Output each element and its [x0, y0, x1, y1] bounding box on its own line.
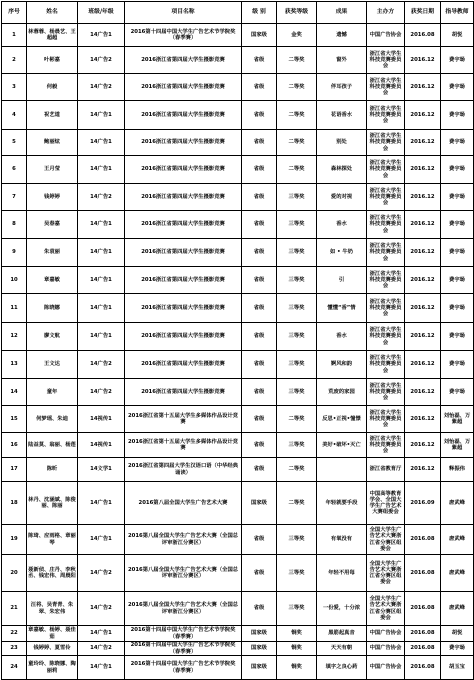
cell-level: 省级	[242, 525, 277, 555]
cell-project: 2016浙江省第十五届大学生多媒体作品设计竞赛	[125, 406, 242, 433]
cell-name: 何毅	[27, 74, 78, 101]
cell-level: 国家级	[242, 626, 277, 642]
cell-organizer: 浙江省大学生科技竞赛委员会	[367, 433, 405, 458]
cell-date: 2016.08	[405, 656, 441, 680]
cell-teacher: 费宇旸	[441, 239, 474, 267]
cell-organizer: 浙江省大学生科技竞赛委员会	[367, 351, 405, 379]
table-row	[2, 294, 474, 323]
table-row	[2, 433, 474, 458]
cell-index: 22	[2, 626, 27, 642]
cell-level: 省级	[242, 458, 277, 482]
cell-name: 陆益莫、翁丽、杨莲	[27, 433, 78, 458]
cell-level: 省级	[242, 267, 277, 294]
cell-organizer: 浙江省大学生科技竞赛委员会	[367, 130, 405, 156]
cell-class: 14广告2	[78, 379, 125, 406]
cell-index: 12	[2, 323, 27, 351]
cell-name: 陈昕	[27, 458, 78, 482]
cell-date: 2016.12	[405, 458, 441, 482]
cell-work: 香水	[317, 323, 367, 351]
header-index: 序号	[2, 2, 27, 24]
cell-project: 2016浙江省第四届大学生摄影竞赛	[125, 101, 242, 130]
cell-award: 三等奖	[277, 184, 317, 211]
table-row	[2, 130, 474, 156]
table-row	[2, 406, 474, 433]
table-row	[2, 525, 474, 555]
cell-work: 遗憾	[317, 24, 367, 47]
cell-teacher: 费宇旸	[441, 267, 474, 294]
cell-class: 14视传1	[78, 433, 125, 458]
cell-award: 二等奖	[277, 101, 317, 130]
cell-work: 如 • 牛奶	[317, 239, 367, 267]
cell-award: 三等奖	[277, 555, 317, 592]
table-row	[2, 74, 474, 101]
cell-index: 8	[2, 211, 27, 239]
table-row	[2, 267, 474, 294]
cell-name: 廖文航	[27, 323, 78, 351]
cell-name: 王月莹	[27, 156, 78, 184]
table-row	[2, 642, 474, 656]
table-row	[2, 323, 474, 351]
cell-level: 省级	[242, 130, 277, 156]
cell-name: 童年	[27, 379, 78, 406]
cell-date: 2016.12	[405, 323, 441, 351]
cell-index: 16	[2, 433, 27, 458]
cell-teacher: 费宇旸	[441, 74, 474, 101]
cell-award: 二等奖	[277, 156, 317, 184]
cell-teacher: 费宇旸	[441, 156, 474, 184]
cell-teacher: 费宇旸	[441, 642, 474, 656]
table-row	[2, 211, 474, 239]
cell-name: 童玲玲、陈晓娜、陶丽莉	[27, 656, 78, 680]
cell-name: 汪将、吴青青、朱翠、朱宏伟	[27, 592, 78, 626]
cell-work: 伴耳孩子	[317, 74, 367, 101]
cell-work: 懂懂“香”情	[317, 294, 367, 323]
cell-level: 国家级	[242, 24, 277, 47]
cell-index: 13	[2, 351, 27, 379]
cell-organizer: 浙江省大学生科技竞赛委员会	[367, 101, 405, 130]
cell-index: 21	[2, 592, 27, 626]
table-row	[2, 239, 474, 267]
table-row	[2, 626, 474, 642]
cell-project: 2016第十四届中国大学生广告艺术节学院奖（春季赛）	[125, 24, 242, 47]
cell-work: 森林探处	[317, 156, 367, 184]
cell-name: 陈琦、应雨格、章丽琴	[27, 525, 78, 555]
cell-class: 14广告1	[78, 239, 125, 267]
cell-index: 6	[2, 156, 27, 184]
cell-index: 5	[2, 130, 27, 156]
cell-project: 2016第十四届中国大学生广告艺术节学院奖（春季赛）	[125, 656, 242, 680]
cell-work: 年轻不用每	[317, 555, 367, 592]
cell-name: 陈晓娜	[27, 294, 78, 323]
cell-project: 2016浙江省第四届大学生摄影竞赛	[125, 323, 242, 351]
cell-class: 14广告2	[78, 47, 125, 74]
cell-date: 2016.12	[405, 239, 441, 267]
cell-date: 2016.12	[405, 47, 441, 74]
cell-organizer: 中国广告协会	[367, 642, 405, 656]
cell-index: 23	[2, 642, 27, 656]
award-table-container	[1, 1, 473, 680]
cell-award: 三等奖	[277, 433, 317, 458]
cell-class: 14广告1	[78, 130, 125, 156]
cell-index: 3	[2, 74, 27, 101]
cell-date: 2016.12	[405, 351, 441, 379]
cell-organizer: 浙江省大学生科技竞赛委员会	[367, 267, 405, 294]
table-row	[2, 656, 474, 680]
cell-award: 二等奖	[277, 482, 317, 525]
cell-name: 何梦瑶、朱迪	[27, 406, 78, 433]
cell-teacher: 胡悦	[441, 626, 474, 642]
cell-organizer: 浙江省大学生科技竞赛委员会	[367, 323, 405, 351]
cell-teacher: 刘怡磊、万紫超	[441, 406, 474, 433]
table-row	[2, 351, 474, 379]
cell-project: 2016浙江省第四届大学生汉语口语（中华经典诵读）	[125, 458, 242, 482]
cell-project: 2016浙江省第四届大学生摄影竞赛	[125, 211, 242, 239]
cell-class: 14广告1	[78, 24, 125, 47]
cell-project: 2016浙江省第四届大学生摄影竞赛	[125, 130, 242, 156]
cell-class: 14广告1	[78, 482, 125, 525]
cell-name: 朱袁丽	[27, 239, 78, 267]
cell-project: 2016第八届全国大学生广告艺术大赛	[125, 482, 242, 525]
cell-project: 2016浙江省第四届大学生摄影竞赛	[125, 184, 242, 211]
cell-project: 2016第十四届中国大学生广告艺术节学院奖（春季赛）	[125, 642, 242, 656]
cell-name: 章嘉敏、杨婷、聂佳茹	[28, 627, 76, 640]
cell-name: 祝艺道	[27, 101, 78, 130]
cell-organizer: 浙江省大学生科技竞赛委员会	[367, 406, 405, 433]
cell-class: 14广告2	[78, 642, 125, 656]
cell-level: 省级	[242, 323, 277, 351]
cell-teacher: 费宇旸	[441, 211, 474, 239]
cell-level: 省级	[242, 74, 277, 101]
cell-level: 省级	[242, 294, 277, 323]
cell-project: 2016浙江省第四届大学生摄影竞赛	[125, 239, 242, 267]
award-table	[1, 1, 474, 680]
cell-work	[317, 458, 367, 482]
cell-date: 2016.08	[405, 642, 441, 656]
cell-date: 2016.12	[405, 379, 441, 406]
cell-name: 章嘉敏	[27, 267, 78, 294]
cell-teacher: 费宇旸	[441, 47, 474, 74]
cell-organizer: 浙江省大学生科技竞赛委员会	[367, 47, 405, 74]
cell-date: 2016.08	[405, 626, 441, 642]
cell-award: 铜奖	[277, 626, 317, 642]
cell-level: 省级	[242, 101, 277, 130]
cell-index: 1	[2, 24, 27, 47]
cell-date: 2016.08	[405, 592, 441, 626]
header-project: 项目名称	[125, 2, 242, 24]
cell-index: 9	[2, 239, 27, 267]
cell-work: 花语香水	[317, 101, 367, 130]
cell-class: 14广告2	[78, 74, 125, 101]
cell-organizer: 浙江省大学生科技竞赛委员会	[367, 379, 405, 406]
cell-work: 黑筋起真音	[317, 626, 367, 642]
cell-date: 2016.12	[405, 130, 441, 156]
cell-name: 钱婷婷、夏雪伶	[27, 642, 78, 656]
table-row	[2, 184, 474, 211]
cell-date: 2016.12	[405, 406, 441, 433]
cell-teacher: 唐武峰	[441, 555, 474, 592]
cell-level: 省级	[242, 592, 277, 626]
cell-class: 14广告1	[78, 211, 125, 239]
cell-level: 国家级	[242, 642, 277, 656]
cell-award: 三等奖	[277, 239, 317, 267]
cell-work: 一份爱，十分浓	[317, 592, 367, 626]
cell-level: 国家级	[242, 656, 277, 680]
cell-award: 三等奖	[277, 592, 317, 626]
cell-project: 2016浙江省第四届大学生摄影竞赛	[125, 74, 242, 101]
header-work: 成果	[317, 2, 367, 24]
cell-date: 2016.08	[405, 555, 441, 592]
cell-index: 14	[2, 379, 27, 406]
cell-teacher: 胡悦	[441, 24, 474, 47]
cell-award: 三等奖	[277, 525, 317, 555]
cell-award: 三等奖	[277, 294, 317, 323]
cell-name: 林蓉蓉、杨晨艺、王超超	[27, 24, 78, 47]
header-award: 获奖等级	[277, 2, 317, 24]
cell-date: 2016.12	[405, 294, 441, 323]
cell-index: 11	[2, 294, 27, 323]
cell-work: 荒废的家园	[317, 379, 367, 406]
cell-index: 7	[2, 184, 27, 211]
cell-teacher: 费宇旸	[441, 323, 474, 351]
cell-project: 2016浙江省第四届大学生摄影竞赛	[125, 379, 242, 406]
cell-work: 年轻就要手段	[317, 482, 367, 525]
cell-work: 婀风和韵	[317, 351, 367, 379]
cell-award: 三等奖	[277, 211, 317, 239]
cell-index: 10	[2, 267, 27, 294]
cell-organizer: 浙江省大学生科技竞赛委员会	[367, 239, 405, 267]
cell-award: 铜奖	[277, 656, 317, 680]
cell-index: 2	[2, 47, 27, 74]
cell-award: 三等奖	[277, 267, 317, 294]
cell-teacher: 唐武峰	[441, 592, 474, 626]
table-row	[2, 156, 474, 184]
cell-work: 有氧没有	[317, 525, 367, 555]
cell-class: 14广告1	[78, 626, 125, 642]
cell-name: 吴春嘉	[27, 211, 78, 239]
header-class: 班级/年级	[78, 2, 125, 24]
cell-name: 鲍丽炫	[27, 130, 78, 156]
cell-award: 二等奖	[277, 47, 317, 74]
cell-teacher: 费宇旸	[441, 294, 474, 323]
cell-project: 2016浙江省第十五届大学生多媒体作品设计竞赛	[125, 433, 242, 458]
cell-date: 2016.08	[405, 24, 441, 47]
cell-organizer: 中国广告协会	[367, 24, 405, 47]
cell-work: 天天有朝	[317, 642, 367, 656]
cell-organizer: 浙江省教育厅	[367, 458, 405, 482]
cell-organizer: 浙江省大学生科技竞赛委员会	[367, 74, 405, 101]
table-row	[2, 592, 474, 626]
cell-level: 省级	[242, 555, 277, 592]
cell-project: 2016浙江省第四届大学生摄影竞赛	[125, 156, 242, 184]
cell-name: 叶彬嘉	[27, 47, 78, 74]
cell-project: 2016浙江省第四届大学生摄影竞赛	[125, 267, 242, 294]
cell-project: 2016第八届全国大学生广告艺术大赛（全国总评审浙江分赛区）	[125, 592, 242, 626]
cell-level: 省级	[242, 211, 277, 239]
cell-level: 省级	[242, 239, 277, 267]
cell-project: 2016第八届全国大学生广告艺术大赛（全国总评审浙江分赛区）	[125, 525, 242, 555]
cell-level: 省级	[242, 47, 277, 74]
header-level: 级 别	[242, 2, 277, 24]
cell-work: 美好•破坏•灭亡	[317, 433, 367, 458]
cell-level: 省级	[242, 351, 277, 379]
table-body	[2, 24, 474, 680]
cell-organizer: 浙江省大学生科技竞赛委员会	[367, 211, 405, 239]
table-row	[2, 482, 474, 525]
cell-organizer: 全国大学生广告艺术大赛浙江省分赛区组委会	[367, 555, 405, 592]
cell-class: 14广告1	[78, 101, 125, 130]
table-row	[2, 555, 474, 592]
cell-organizer: 浙江省大学生科技竞赛委员会	[367, 294, 405, 323]
cell-organizer: 全国大学生广告艺术大赛浙江省分赛区组委会	[367, 592, 405, 626]
cell-class: 14文学1	[78, 458, 125, 482]
cell-date: 2016.12	[405, 211, 441, 239]
cell-award: 二等奖	[277, 74, 317, 101]
cell-class: 14视传1	[78, 406, 125, 433]
cell-award: 金奖	[277, 24, 317, 47]
cell-name: 王文达	[27, 351, 78, 379]
cell-project: 2016浙江省第四届大学生摄影竞赛	[125, 47, 242, 74]
cell-work: 反思•正视•憧憬	[317, 406, 367, 433]
cell-level: 省级	[242, 433, 277, 458]
cell-work: 香水	[317, 211, 367, 239]
cell-date: 2016.09	[405, 482, 441, 525]
cell-index: 4	[2, 101, 27, 130]
cell-project: 2016浙江省第四届大学生摄影竞赛	[125, 351, 242, 379]
cell-award: 三等奖	[277, 379, 317, 406]
cell-level: 国家级	[242, 482, 277, 525]
cell-work: 填字之良心药	[317, 656, 367, 680]
cell-date: 2016.12	[405, 74, 441, 101]
cell-name: 聂新侦、庄丹、李秋丞、钱宏伟、周晨阳	[27, 555, 78, 592]
cell-teacher: 唐武峰	[441, 525, 474, 555]
cell-work: 别处	[317, 130, 367, 156]
cell-project: 2016第八届全国大学生广告艺术大赛（全国总评审浙江分赛区）	[125, 555, 242, 592]
cell-level: 省级	[242, 156, 277, 184]
cell-class: 14广告1	[78, 267, 125, 294]
cell-work: 爱的对视	[317, 184, 367, 211]
cell-index: 24	[2, 656, 27, 680]
cell-organizer: 中国广告协会	[367, 626, 405, 642]
table-row	[2, 24, 474, 47]
cell-class: 14广告1	[78, 323, 125, 351]
table-row	[2, 47, 474, 74]
cell-date: 2016.12	[405, 267, 441, 294]
cell-teacher: 费宇旸	[441, 130, 474, 156]
cell-award: 三等奖	[277, 351, 317, 379]
cell-class: 14广告1	[78, 525, 125, 555]
cell-organizer: 中国广告协会	[367, 656, 405, 680]
cell-date: 2016.12	[405, 184, 441, 211]
cell-class: 14广告2	[78, 555, 125, 592]
cell-index: 17	[2, 458, 27, 482]
cell-class: 14广告2	[78, 184, 125, 211]
table-row	[2, 101, 474, 130]
cell-award: 二等奖	[277, 130, 317, 156]
cell-class: 14广告1	[78, 294, 125, 323]
cell-organizer: 浙江省大学生科技竞赛委员会	[367, 156, 405, 184]
cell-organizer: 中国高等教育学会、全国大学生广告艺术大赛组委会	[367, 482, 405, 525]
header-name: 姓名	[27, 2, 78, 24]
cell-date: 2016.12	[405, 433, 441, 458]
cell-project: 2016浙江省第四届大学生摄影竞赛	[125, 294, 242, 323]
cell-award: 二等奖	[277, 458, 317, 482]
cell-date: 2016.12	[405, 101, 441, 130]
cell-work: 引	[317, 267, 367, 294]
cell-organizer: 全国大学生广告艺术大赛浙江省分赛区组委会	[367, 525, 405, 555]
cell-teacher: 释振伟	[441, 458, 474, 482]
cell-level: 省级	[242, 184, 277, 211]
cell-award: 二等奖	[277, 406, 317, 433]
cell-teacher: 费宇旸	[441, 101, 474, 130]
cell-class: 14广告2	[78, 592, 125, 626]
cell-index: 19	[2, 525, 27, 555]
cell-teacher: 胡玉宝	[441, 656, 474, 680]
cell-award: 三等奖	[277, 323, 317, 351]
cell-index: 18	[2, 482, 27, 525]
cell-organizer: 浙江省大学生科技竞赛委员会	[367, 184, 405, 211]
cell-class: 14广告1	[78, 656, 125, 680]
cell-teacher: 费宇旸	[441, 379, 474, 406]
cell-index: 20	[2, 555, 27, 592]
cell-name: 林丹、沈涵斌、陈俊丽、陈丽	[27, 482, 78, 525]
cell-teacher: 唐武峰	[441, 482, 474, 525]
table-header-row	[2, 2, 474, 24]
header-teacher: 指导教师	[441, 2, 474, 24]
cell-date: 2016.12	[405, 156, 441, 184]
cell-name: 钱婷婷	[27, 184, 78, 211]
cell-class: 14广告2	[78, 351, 125, 379]
cell-class: 14广告1	[78, 156, 125, 184]
cell-teacher: 刘怡磊、万紫超	[441, 433, 474, 458]
cell-level: 省级	[242, 406, 277, 433]
header-date: 获奖日期	[405, 2, 441, 24]
cell-teacher: 费宇旸	[441, 351, 474, 379]
table-row	[2, 458, 474, 482]
cell-project: 2016第十四届中国大学生广告艺术节学院奖（春季赛）	[125, 626, 242, 642]
cell-work: 窗外	[317, 47, 367, 74]
header-organizer: 主办方	[367, 2, 405, 24]
cell-index: 15	[2, 406, 27, 433]
cell-teacher: 费宇旸	[441, 184, 474, 211]
table-row	[2, 379, 474, 406]
cell-award: 铜奖	[277, 642, 317, 656]
cell-level: 省级	[242, 379, 277, 406]
cell-date: 2016.08	[405, 525, 441, 555]
